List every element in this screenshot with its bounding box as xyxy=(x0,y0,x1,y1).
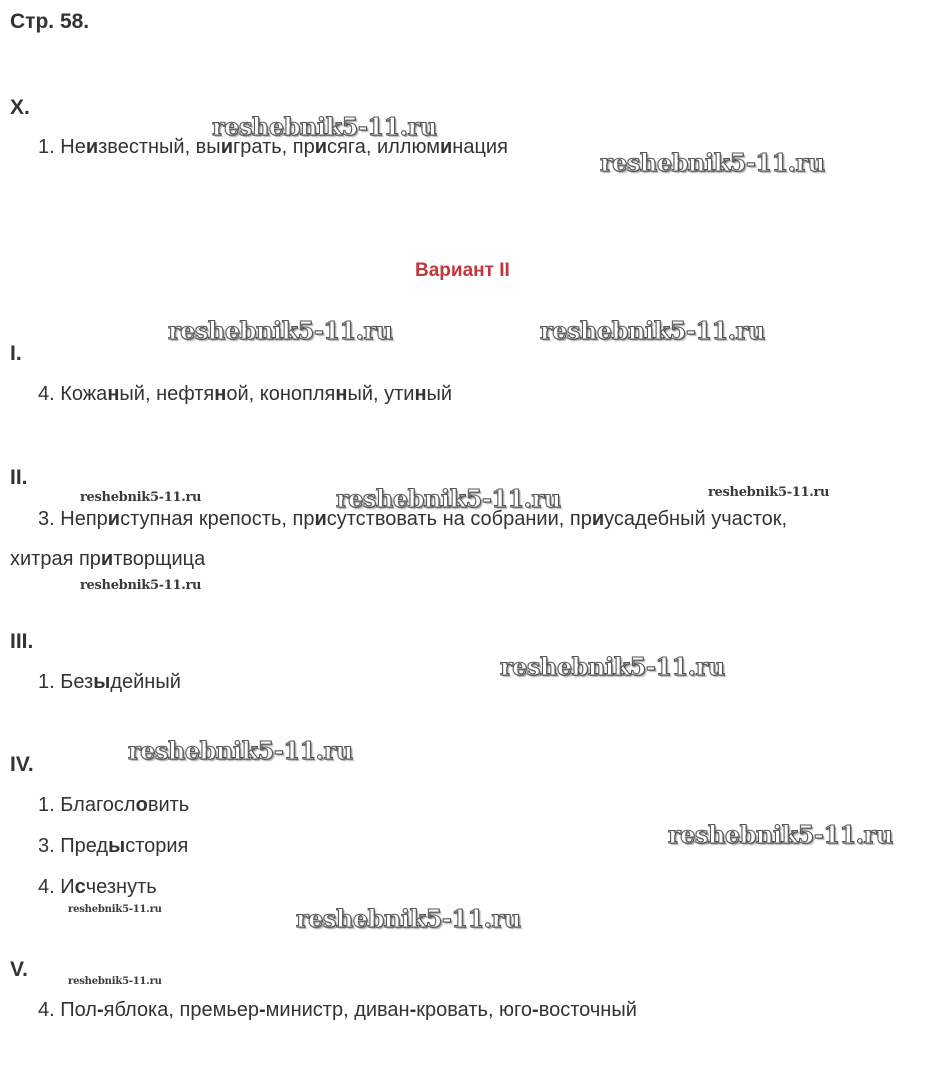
highlight-letter: - xyxy=(409,999,417,1021)
watermark: reshebnik5-11.ru xyxy=(128,736,353,765)
item-number: 3. xyxy=(38,508,61,530)
section-iii-item-1 xyxy=(38,671,181,694)
watermark: reshebnik5-11.ru xyxy=(540,316,765,345)
page-number: Стр. 58. xyxy=(10,10,90,33)
word-part: сяга, иллюм xyxy=(327,136,440,158)
highlight-letter: и xyxy=(85,136,99,158)
section-ii-numeral: II. xyxy=(10,466,28,489)
section-ii-item-3-continued xyxy=(10,548,205,571)
word-part: И xyxy=(60,876,75,898)
highlight-letter: о xyxy=(135,794,148,816)
section-iii-numeral: III. xyxy=(10,630,34,653)
highlight-letter: - xyxy=(96,999,104,1021)
section-iv-item-3 xyxy=(38,835,188,858)
item-number: 4. xyxy=(38,876,61,898)
word-part: дейный xyxy=(110,671,181,693)
highlight-letter: ы xyxy=(93,671,111,693)
word-part: вить xyxy=(147,794,190,816)
watermark: reshebnik5-11.ru xyxy=(80,578,202,593)
item-number: 1. xyxy=(38,794,61,816)
watermark: reshebnik5-11.ru xyxy=(68,904,162,915)
highlight-letter: и xyxy=(100,548,114,570)
highlight-letter: н xyxy=(335,383,348,405)
word-part: творщица xyxy=(113,548,206,570)
word-part: чезнуть xyxy=(85,876,157,898)
item-number: 1. xyxy=(38,671,61,693)
highlight-letter: ы xyxy=(108,835,126,857)
word-part: ой, конопля xyxy=(226,383,336,405)
word-part: ый xyxy=(426,383,453,405)
section-x-numeral: X. xyxy=(10,96,30,119)
item-number: 3. xyxy=(38,835,61,857)
word-part: Благосл xyxy=(60,794,136,816)
highlight-letter: и xyxy=(314,508,327,530)
word-part: стория xyxy=(125,835,189,857)
variant-heading: Вариант II xyxy=(415,260,510,281)
highlight-letter: н xyxy=(414,383,427,405)
watermark: reshebnik5-11.ru xyxy=(336,484,561,513)
word-part: нация xyxy=(452,136,508,158)
section-i-numeral: I. xyxy=(10,342,22,365)
watermark: reshebnik5-11.ru xyxy=(600,148,825,177)
section-iv-item-4 xyxy=(38,876,157,899)
word-part: хитрая пр xyxy=(10,548,101,570)
word-part: восточный xyxy=(538,999,637,1021)
section-iv-item-1 xyxy=(38,794,189,817)
word-part: грать, пр xyxy=(232,136,315,158)
highlight-letter: - xyxy=(258,999,266,1021)
watermark: reshebnik5-11.ru xyxy=(168,316,393,345)
word-part: усадебный участок, xyxy=(604,508,788,530)
word-part: ый, ути xyxy=(347,383,415,405)
item-number: 1. xyxy=(38,136,61,158)
word-part: Непр xyxy=(60,508,108,530)
section-v-numeral: V. xyxy=(10,958,28,981)
watermark: reshebnik5-11.ru xyxy=(500,652,725,681)
highlight-letter: и xyxy=(220,136,233,158)
section-i-item-4 xyxy=(38,383,452,406)
word-part: Пред xyxy=(60,835,109,857)
highlight-letter: - xyxy=(532,999,539,1021)
watermark: reshebnik5-11.ru xyxy=(80,490,202,505)
highlight-letter: и xyxy=(440,136,453,158)
highlight-letter: н xyxy=(107,383,120,405)
watermark: reshebnik5-11.ru xyxy=(296,904,521,933)
word-part: Пол xyxy=(60,999,97,1021)
word-part: яблока, премьер xyxy=(103,999,259,1021)
highlight-letter: и xyxy=(107,508,121,530)
highlight-letter: с xyxy=(74,876,86,898)
word-part: министр, диван xyxy=(265,999,410,1021)
word-part: звестный, вы xyxy=(98,136,221,158)
highlight-letter: и xyxy=(591,508,605,530)
word-part: ступная крепость, пр xyxy=(120,508,315,530)
word-part: Без xyxy=(60,671,94,693)
word-part: сутствовать на собрании, пр xyxy=(326,508,592,530)
watermark: reshebnik5-11.ru xyxy=(708,485,830,500)
word-part: Не xyxy=(60,136,86,158)
section-v-item-4 xyxy=(38,999,637,1022)
word-part: Кожа xyxy=(60,383,108,405)
highlight-letter: н xyxy=(214,383,227,405)
word-part: ый, нефтя xyxy=(119,383,215,405)
watermark: reshebnik5-11.ru xyxy=(212,112,437,141)
section-iv-numeral: IV. xyxy=(10,753,34,776)
item-number: 4. xyxy=(38,383,61,405)
watermark: reshebnik5-11.ru xyxy=(68,976,162,987)
item-number: 4. xyxy=(38,999,61,1021)
word-part: кровать, юго xyxy=(416,999,533,1021)
watermark: reshebnik5-11.ru xyxy=(668,820,893,849)
highlight-letter: и xyxy=(314,136,328,158)
